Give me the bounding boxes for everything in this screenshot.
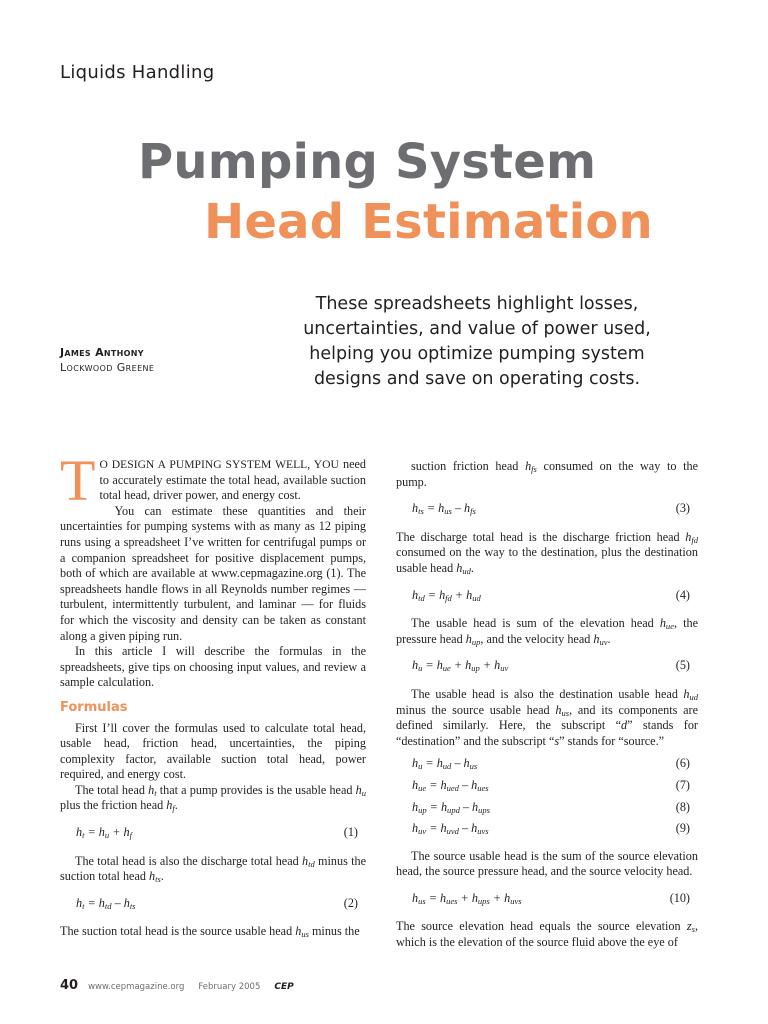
paragraph: First I’ll cover the formulas used to calculate total head, usable head, friction head, uncertainties, the piping complexity factor, available suction total head, power required, and energy cost. [60, 720, 366, 782]
author-name: James Anthony [60, 346, 144, 359]
equation-4: $h_{td} = h_{fd} + h_{ud}$ (4) [412, 587, 690, 603]
page-number: 40 [60, 978, 79, 993]
lead-in: O DESIGN A PUMPING SYSTEM WELL, YOU [99, 458, 339, 471]
equation-7: $h_{ue} = h_{ued} - h_{ues}$ (7) [412, 777, 690, 793]
author-affiliation: Lockwood Greene [60, 361, 155, 374]
paragraph: suction friction head $h_{fs}$ consumed on the way to the pump. [396, 459, 699, 489]
equation-2: $h_t = h_{td} - h_{ts}$ (2) [76, 895, 358, 911]
paragraph: The source elevation head equals the source elevation $z_s$, which is the elevation of the source fluid above the eye of [396, 919, 698, 950]
article-title-line2: Head Estimation [204, 194, 653, 250]
equation-10: $h_{us} = h_{ues} + h_{ups} + h_{uvs}$ (10) [412, 890, 690, 906]
equation-number: (2) [343, 895, 358, 910]
equation-5: $h_u = h_{ue} + h_{up} + h_{uv}$ (5) [412, 658, 690, 674]
equation-number: (10) [669, 890, 690, 905]
article-deck: These spreadsheets highlight losses, uncertainties, and value of power used, helping you optimize pumping system designs and save on operating costs. [303, 294, 651, 389]
equation-number: (9) [675, 821, 690, 836]
paragraph: The total head $h_t$ that a pump provides is the usable head $h_u$ plus the friction head $h_f$. [60, 782, 366, 814]
left-column [60, 448, 366, 940]
equation-number: (3) [675, 501, 690, 516]
equation-9: $h_{uv} = h_{uvd} - h_{uvs}$ (9) [412, 821, 690, 837]
paragraph: The source usable head is the sum of the source elevation head, the source pressure head, and the source velocity head. [396, 848, 698, 879]
paragraph: The usable head is also the destination usable head $h_{ud}$ minus the source usable head $h_{us}$, and its components are defined similarly. Here, the subscript “d” stands for “destination” and the subscript “s” stands for “source.” [396, 686, 699, 748]
author-block [60, 345, 154, 375]
equation-1: $h_t = h_u + h_f$ (1) [76, 825, 358, 841]
paragraph: The total head is also the discharge total head $h_{td}$ minus the suction total head $h_{ts}$. [60, 853, 366, 885]
intro-paragraph [60, 448, 366, 513]
page-footer [60, 978, 294, 993]
equation-8: $h_{up} = h_{upd} - h_{ups}$ (8) [412, 799, 690, 815]
magazine-logo: CEP [274, 982, 294, 992]
equation-3: $h_{ts} = h_{us} - h_{fs}$ (3) [412, 501, 690, 517]
equation-number: (4) [675, 587, 690, 602]
footer-date: February 2005 [198, 982, 261, 992]
intro-text: need to accurately estimate the total head, available suction total head, driver power, and energy cost. [99, 457, 366, 503]
footer-url: www.cepmagazine.org [88, 982, 185, 992]
paragraph: In this article I will describe the formulas in the spreadsheets, give tips on choosing input values, and review a sample calculation. [60, 644, 366, 690]
subhead-formulas: Formulas [60, 699, 128, 715]
equation-number: (8) [675, 799, 690, 814]
equation-number: (6) [675, 756, 690, 771]
equation-number: (7) [675, 777, 690, 792]
paragraph: The usable head is sum of the elevation head $h_{ue}$, the pressure head $h_{up}$, and the velocity head $h_{uv}$. [396, 616, 698, 647]
section-label: Liquids Handling [60, 62, 215, 83]
equation-number: (1) [343, 825, 358, 840]
paragraph: You can estimate these quantities and their uncertainties for pumping systems with as many as 12 piping runs using a spreadsheet I’ve written for centrifugal pumps or a companion spreadsheet for positive displacement pumps, both of which are available at www.cepmagazine.org (1). The spreadsheets handle flows in all Reynolds number regimes — turbulent, intermittently turbulent, and laminar — for fluids for which the viscosity and density can be taken as constant along a given piping run. [60, 503, 366, 643]
right-column [396, 459, 698, 951]
equation-6: $h_u = h_{ud} - h_{us}$ (6) [412, 756, 690, 772]
paragraph: The discharge total head is the discharge friction head $h_{fd}$ consumed on the way to the destination, plus the destination usable head $h_{ud}$. [396, 529, 698, 576]
drop-cap: T [60, 448, 96, 513]
equation-number: (5) [675, 658, 690, 673]
article-title-line1: Pumping System [138, 134, 597, 190]
paragraph: The suction total head is the source usable head $h_{us}$ minus the [60, 924, 360, 940]
